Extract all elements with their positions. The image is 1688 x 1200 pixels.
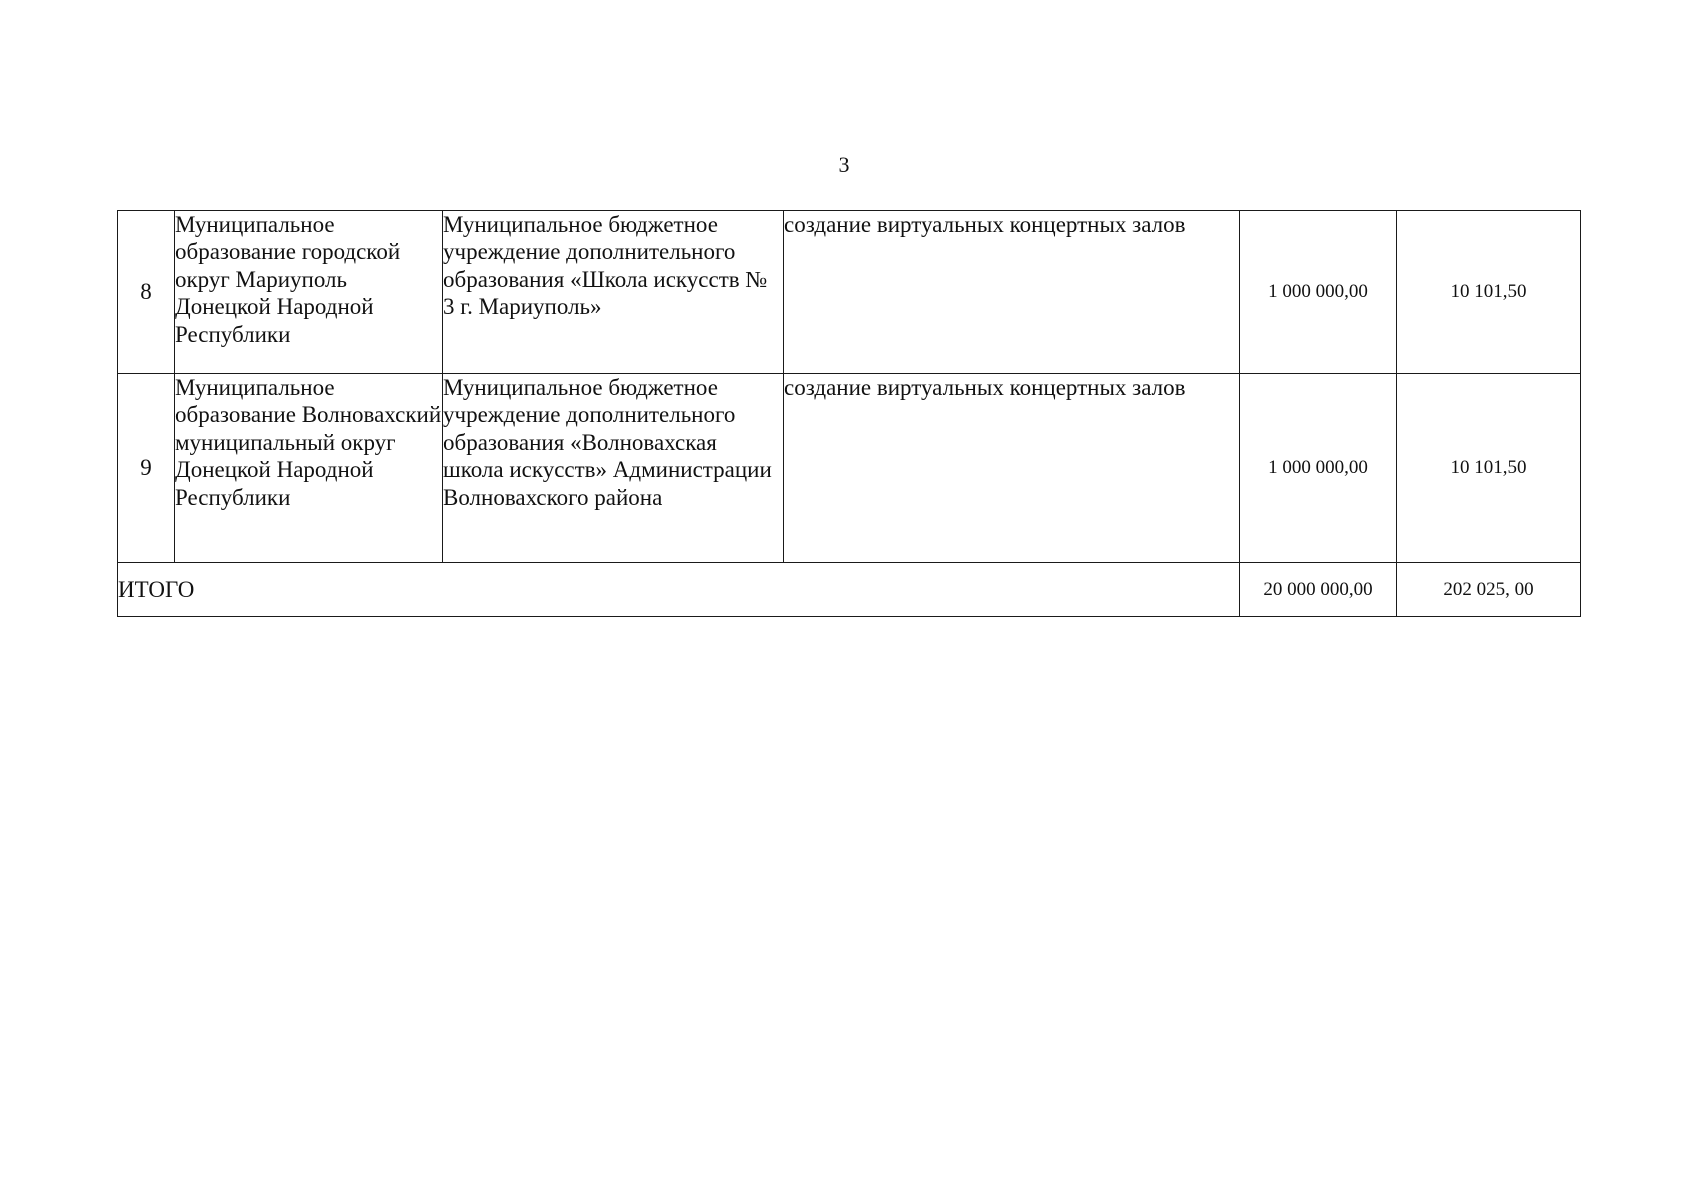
- table-row: [118, 211, 1581, 374]
- amount-cell: 1 000 000,00: [1240, 374, 1397, 563]
- total-row: [118, 563, 1581, 617]
- municipality-cell: Муниципальное образование Волновахский муниципальный округ Донецкой Народной Республики: [175, 374, 443, 563]
- share-cell: 10 101,50: [1397, 374, 1581, 563]
- share-cell: 10 101,50: [1397, 211, 1581, 374]
- row-number: 9: [118, 374, 175, 563]
- total-amount-cell: 20 000 000,00: [1240, 563, 1397, 617]
- amount-cell: 1 000 000,00: [1240, 211, 1397, 374]
- purpose-cell: создание виртуальных концертных залов: [784, 374, 1240, 563]
- institution-cell: Муниципальное бюджетное учреждение дополнительного образования «Школа искусств № 3 г. Мариуполь»: [443, 211, 784, 374]
- table-row: [118, 374, 1581, 563]
- grant-distribution-table: [117, 210, 1581, 617]
- purpose-cell: создание виртуальных концертных залов: [784, 211, 1240, 374]
- municipality-cell: Муниципальное образование городской округ Мариуполь Донецкой Народной Республики: [175, 211, 443, 374]
- institution-cell: Муниципальное бюджетное учреждение дополнительного образования «Волновахская школа искусств» Администрации Волновахского района: [443, 374, 784, 563]
- total-label: ИТОГО: [118, 563, 1240, 617]
- total-share-cell: 202 025, 00: [1397, 563, 1581, 617]
- row-number: 8: [118, 211, 175, 374]
- page-number: 3: [838, 152, 850, 177]
